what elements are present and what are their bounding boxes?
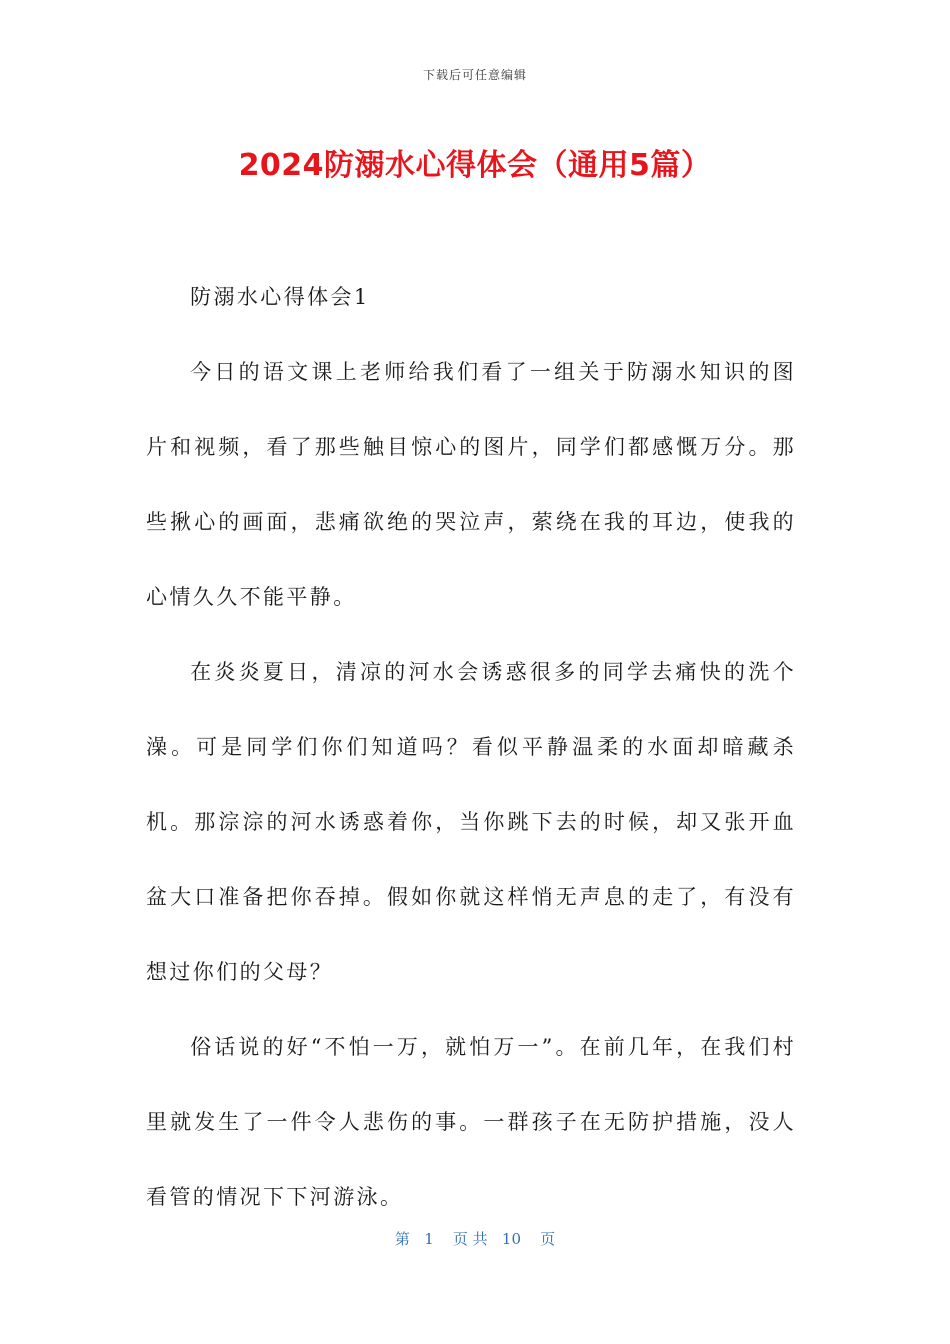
section-heading: 防溺水心得体会1 xyxy=(190,285,370,309)
body-paragraph: 今日的语文课上老师给我们看了一组关于防溺水知识的图片和视频，看了那些触目惊心的图片，同学们都感慨万分。那些揪心的画面，悲痛欲绝的哭泣声，萦绕在我的耳边，使我的心情久久不能平静。 xyxy=(146,360,796,609)
body-paragraph: 在炎炎夏日，清凉的河水会诱惑很多的同学去痛快的洗个澡。可是同学们你们知道吗？看似平静温柔的水面却暗藏杀机。那淙淙的河水诱惑着你，当你跳下去的时候，却又张开血盆大口准备把你吞掉。假如你就这样悄无声息的走了，有没有想过你们的父母？ xyxy=(146,660,796,984)
page-number-footer: 第 1 页 共 10 页 xyxy=(394,1230,556,1248)
header-note: 下载后可任意编辑 xyxy=(422,68,527,82)
document-body xyxy=(146,260,796,1235)
document-title: 2024防溺水心得体会（通用5篇） xyxy=(238,148,712,183)
body-paragraph: 俗话说的好“不怕一万，就怕万一”。在前几年，在我们村里就发生了一件令人悲伤的事。一群孩子在无防护措施，没人看管的情况下下河游泳。 xyxy=(146,1035,796,1209)
